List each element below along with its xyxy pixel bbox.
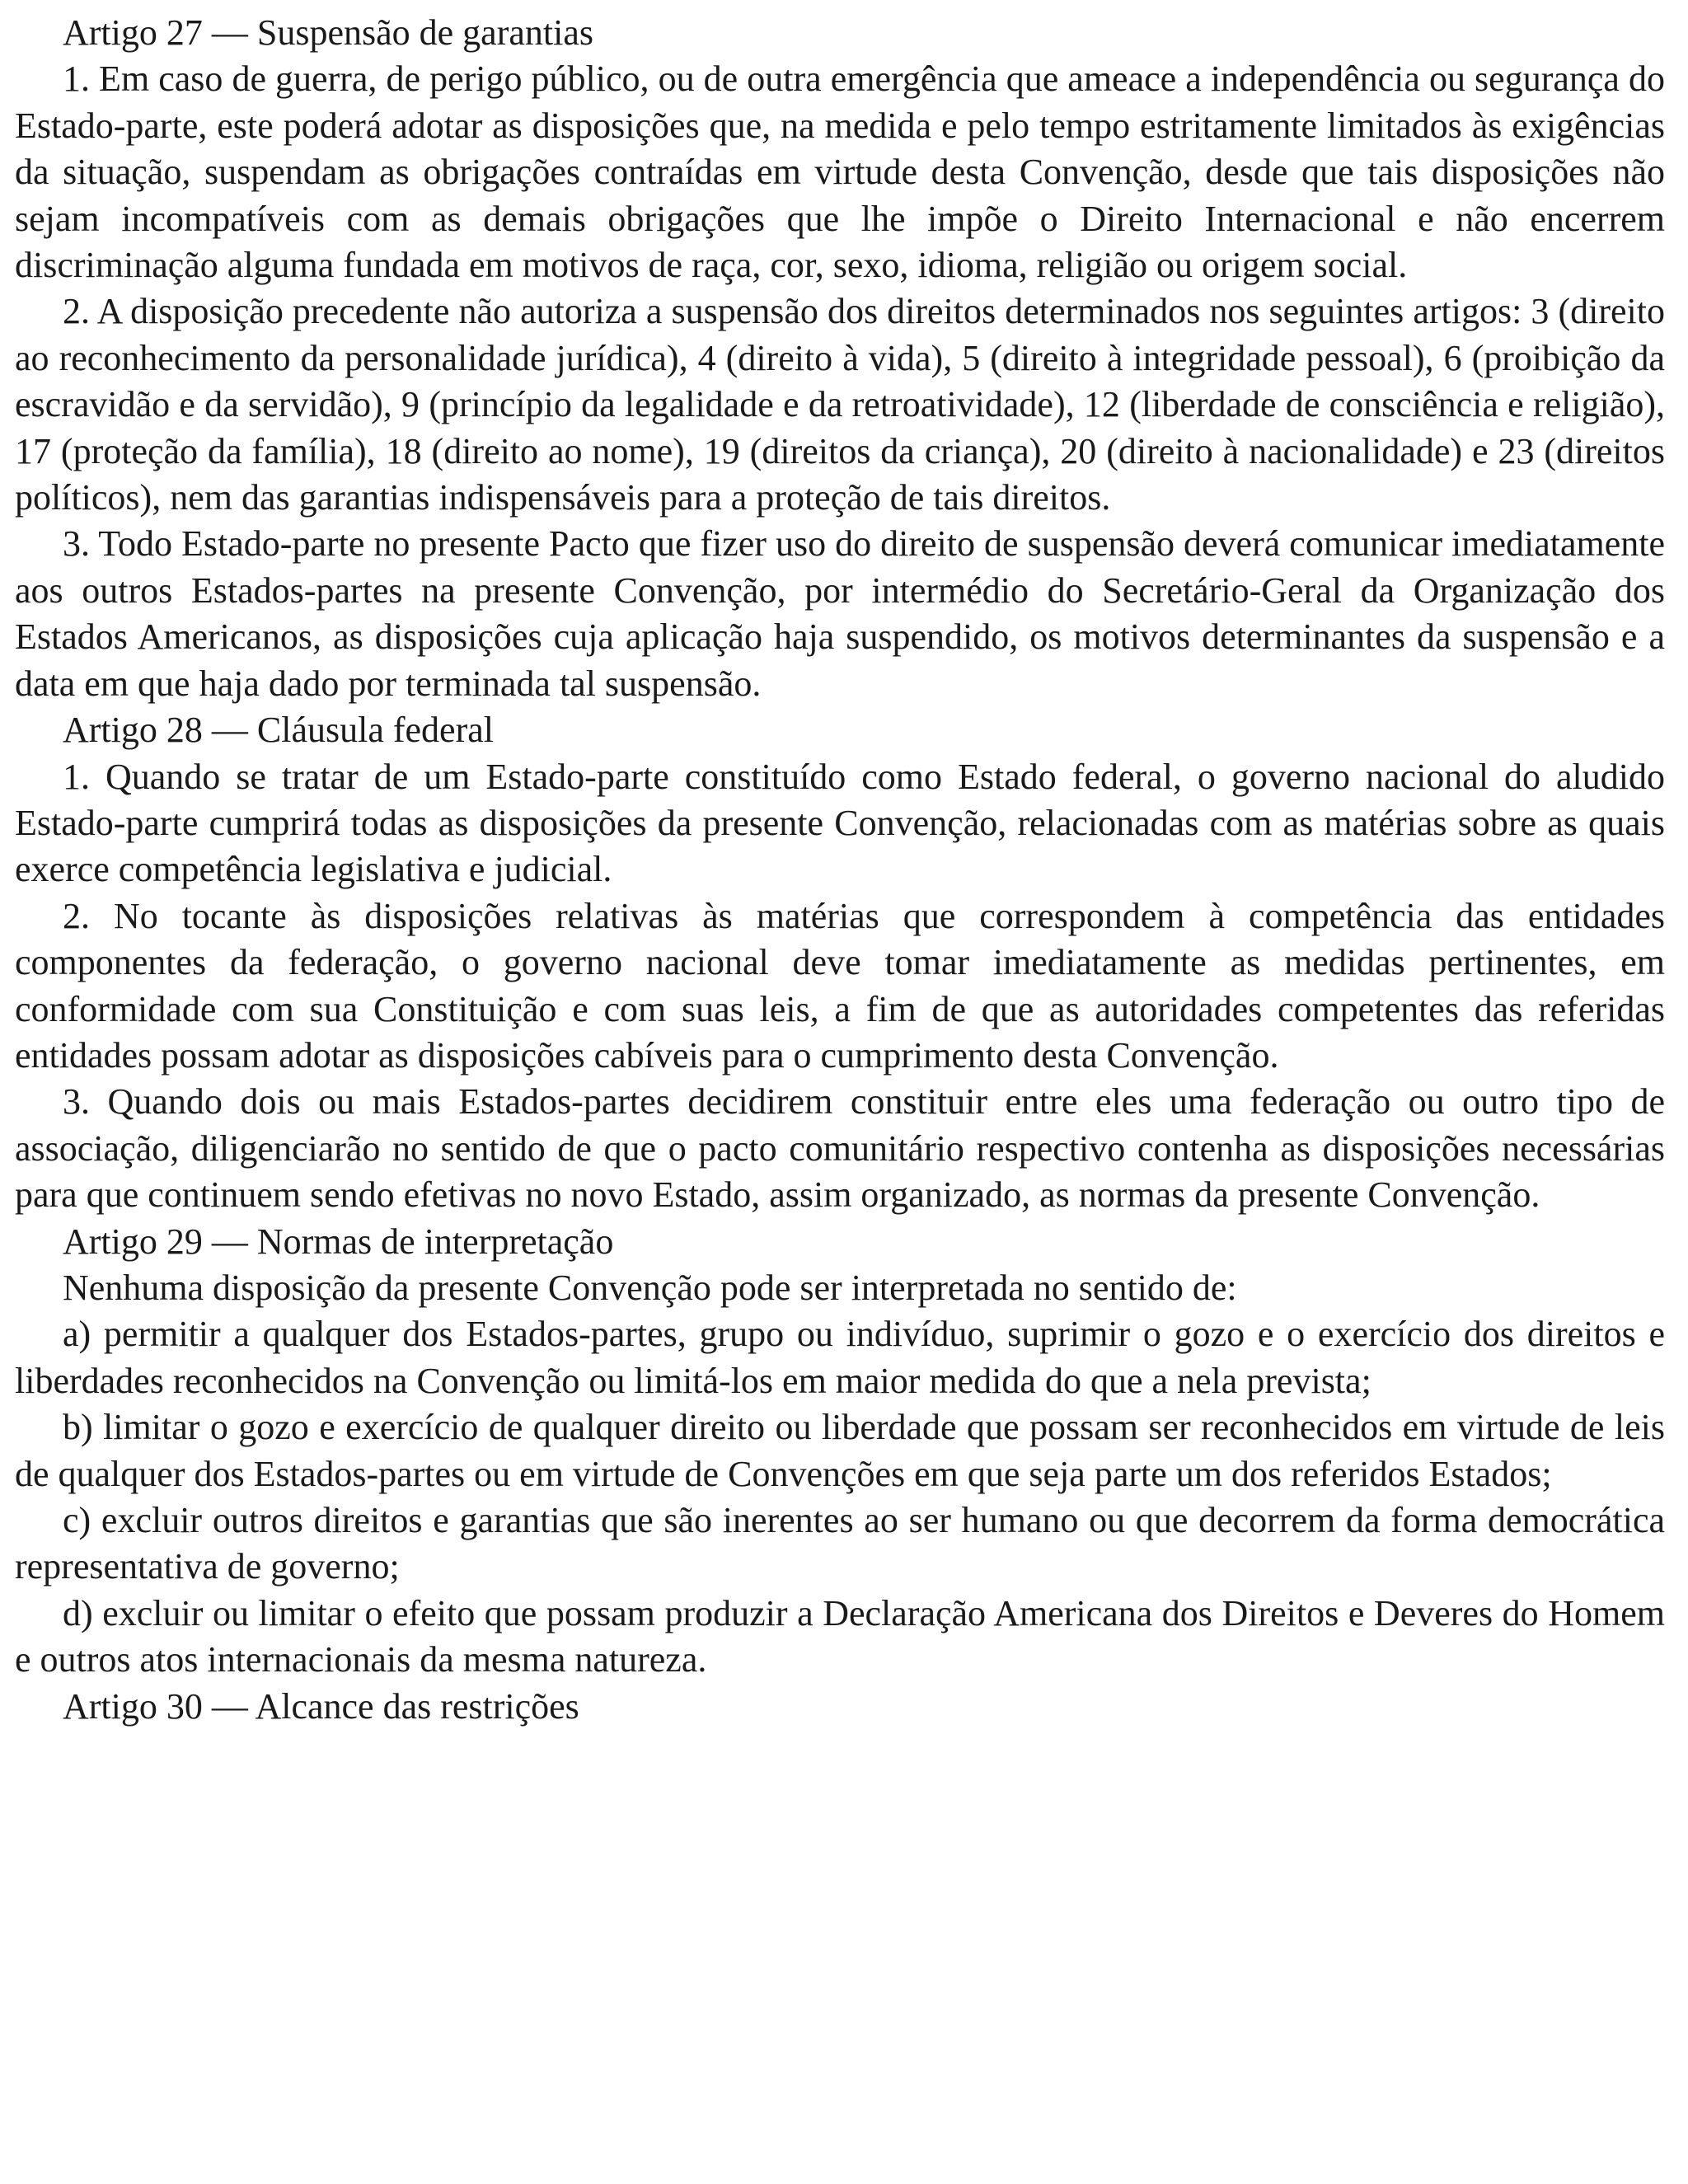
article-28-paragraph-2: 2. No tocante às disposições relativas às matérias que correspondem à competência das entidades componentes da federação, o governo nacional deve tomar imediatamente as medidas pertinentes, em conformidade com sua Constituição e com suas leis, a fim de que as autoridades competentes das referidas entidades possam adotar as disposições cabíveis para o cumprimento desta Convenção. xyxy=(15,895,1665,1076)
article-27-heading: Artigo 27 — Suspensão de garantias xyxy=(63,12,593,53)
article-27-paragraph-1: 1. Em caso de guerra, de perigo público, ou de outra emergência que ameace a independência ou segurança do Estado-parte, este poderá adotar as disposições que, na medida e pelo tempo estritamente limitados às exigências da situação, suspendam as obrigações contraídas em virtude desta Convenção, desde que tais disposições não sejam incompatíveis com as demais obrigações que lhe impõe o Direito Internacional e não encerrem discriminação alguma fundada em motivos de raça, cor, sexo, idioma, religião ou origem social. xyxy=(15,59,1665,286)
article-29-item-d: d) excluir ou limitar o efeito que possam produzir a Declaração Americana dos Direitos e Deveres do Homem e outros atos internacionais da mesma natureza. xyxy=(15,1592,1665,1680)
article-29-item-a: a) permitir a qualquer dos Estados-partes, grupo ou indivíduo, suprimir o gozo e o exercício dos direitos e liberdades reconhecidos na Convenção ou limitá-los em maior medida do que a nela prevista; xyxy=(15,1314,1665,1401)
article-29-item-b: b) limitar o gozo e exercício de qualquer direito ou liberdade que possam ser reconhecidos em virtude de leis de qualquer dos Estados-partes ou em virtude de Convenções em que seja parte um dos referidos Estados; xyxy=(15,1407,1665,1494)
article-29-heading: Artigo 29 — Normas de interpretação xyxy=(63,1221,614,1262)
article-27-paragraph-3: 3. Todo Estado-parte no presente Pacto que fizer uso do direito de suspensão deverá comunicar imediatamente aos outros Estados-partes na presente Convenção, por intermédio do Secretário-Geral da Organização dos Estados Americanos, as disposições cuja aplicação haja suspendido, os motivos determinantes da suspensão e a data em que haja dado por terminada tal suspensão. xyxy=(15,523,1665,704)
document-page xyxy=(15,10,1665,1730)
article-27-paragraph-2: 2. A disposição precedente não autoriza a suspensão dos direitos determinados nos seguintes artigos: 3 (direito ao reconhecimento da personalidade jurídica), 4 (direito à vida), 5 (direito à integridade pessoal), 6 (proibição da escravidão e da servidão), 9 (princípio da legalidade e da retroatividade), 12 (liberdade de consciência e religião), 17 (proteção da família), 18 (direito ao nome), 19 (direitos da criança), 20 (direito à nacionalidade) e 23 (direitos políticos), nem das garantias indispensáveis para a proteção de tais direitos. xyxy=(15,291,1665,518)
article-29-item-c: c) excluir outros direitos e garantias que são inerentes ao ser humano ou que decorrem da forma democrática representativa de governo; xyxy=(15,1500,1665,1587)
article-29-intro: Nenhuma disposição da presente Convenção pode ser interpretada no sentido de: xyxy=(63,1267,1237,1308)
article-30-heading: Artigo 30 — Alcance das restrições xyxy=(63,1685,579,1727)
article-28-heading: Artigo 28 — Cláusula federal xyxy=(63,710,494,751)
article-28-paragraph-3: 3. Quando dois ou mais Estados-partes decidirem constituir entre eles uma federação ou outro tipo de associação, diligenciarão no sentido de que o pacto comunitário respectivo contenha as disposições necessárias para que continuem sendo efetivas no novo Estado, assim organizado, as normas da presente Convenção. xyxy=(15,1081,1665,1216)
article-28-paragraph-1: 1. Quando se tratar de um Estado-parte constituído como Estado federal, o governo nacional do aludido Estado-parte cumprirá todas as disposições da presente Convenção, relacionadas com as matérias sobre as quais exerce competência legislativa e judicial. xyxy=(15,756,1665,890)
